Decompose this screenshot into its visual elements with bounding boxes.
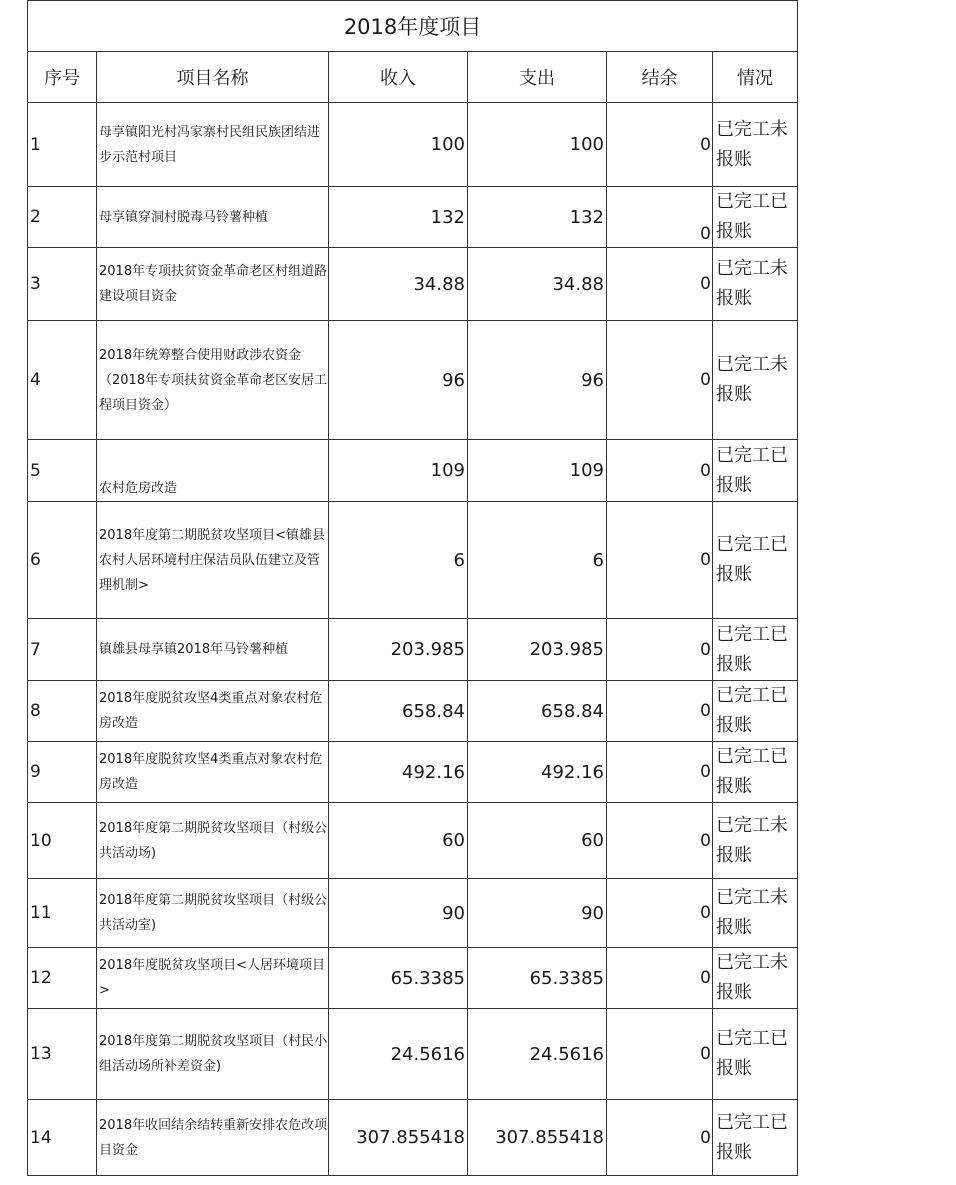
row-status: 已完工已报账 xyxy=(713,187,798,248)
table-row xyxy=(28,1009,798,1100)
row-expense: 658.84 xyxy=(468,681,607,742)
row-status: 已完工已报账 xyxy=(713,1009,798,1100)
row-status: 已完工未报账 xyxy=(713,803,798,879)
table-row xyxy=(28,502,798,619)
table-row xyxy=(28,248,798,321)
row-income: 109 xyxy=(329,440,468,502)
row-name: 2018年统筹整合使用财政涉农资金（2018年专项扶贫资金革命老区安居工程项目资金） xyxy=(97,321,329,440)
header-expense: 支出 xyxy=(468,52,607,103)
row-balance: 0 xyxy=(607,440,713,502)
row-expense: 96 xyxy=(468,321,607,440)
table-row xyxy=(28,803,798,879)
row-balance: 0 xyxy=(607,742,713,803)
row-income: 34.88 xyxy=(329,248,468,321)
row-balance: 0 xyxy=(607,803,713,879)
row-balance: 0 xyxy=(607,948,713,1009)
row-income: 90 xyxy=(329,879,468,948)
table-title: 2018年度项目 xyxy=(28,1,798,52)
table-row xyxy=(28,619,798,681)
row-balance: 0 xyxy=(607,248,713,321)
table-row xyxy=(28,948,798,1009)
row-name: 2018年度第二期脱贫攻坚项目（村级公共活动场) xyxy=(97,803,329,879)
row-income: 307.855418 xyxy=(329,1100,468,1176)
row-income: 24.5616 xyxy=(329,1009,468,1100)
row-expense: 6 xyxy=(468,502,607,619)
row-expense: 100 xyxy=(468,103,607,187)
row-status: 已完工未报账 xyxy=(713,879,798,948)
row-seq: 5 xyxy=(28,440,97,502)
row-name: 2018年专项扶贫资金革命老区村组道路建设项目资金 xyxy=(97,248,329,321)
header-seq: 序号 xyxy=(28,52,97,103)
row-seq: 10 xyxy=(28,803,97,879)
row-status: 已完工未报账 xyxy=(713,948,798,1009)
row-name: 2018年度第二期脱贫攻坚项目（村级公共活动室) xyxy=(97,879,329,948)
row-expense: 65.3385 xyxy=(468,948,607,1009)
row-income: 658.84 xyxy=(329,681,468,742)
row-name: 母享镇穿洞村脱毒马铃薯种植 xyxy=(97,187,329,248)
row-name: 2018年度脱贫攻坚4类重点对象农村危房改造 xyxy=(97,742,329,803)
row-status: 已完工未报账 xyxy=(713,321,798,440)
row-balance: 0 xyxy=(607,879,713,948)
row-name: 2018年度第二期脱贫攻坚项目（村民小组活动场所补差资金) xyxy=(97,1009,329,1100)
row-status: 已完工已报账 xyxy=(713,619,798,681)
table-row xyxy=(28,187,798,248)
row-balance: 0 xyxy=(607,619,713,681)
header-name: 项目名称 xyxy=(97,52,329,103)
row-seq: 8 xyxy=(28,681,97,742)
row-expense: 109 xyxy=(468,440,607,502)
row-name: 农村危房改造 xyxy=(97,440,329,502)
row-seq: 7 xyxy=(28,619,97,681)
row-expense: 90 xyxy=(468,879,607,948)
row-balance: 0 xyxy=(607,187,713,248)
row-status: 已完工未报账 xyxy=(713,103,798,187)
row-income: 100 xyxy=(329,103,468,187)
row-expense: 132 xyxy=(468,187,607,248)
row-name: 2018年度脱贫攻坚4类重点对象农村危房改造 xyxy=(97,681,329,742)
table-row xyxy=(28,103,798,187)
row-name: 2018年度脱贫攻坚项目<人居环境项目> xyxy=(97,948,329,1009)
row-status: 已完工已报账 xyxy=(713,502,798,619)
row-expense: 307.855418 xyxy=(468,1100,607,1176)
row-expense: 203.985 xyxy=(468,619,607,681)
row-status: 已完工已报账 xyxy=(713,1100,798,1176)
row-balance: 0 xyxy=(607,103,713,187)
row-income: 203.985 xyxy=(329,619,468,681)
row-seq: 3 xyxy=(28,248,97,321)
row-expense: 60 xyxy=(468,803,607,879)
row-seq: 9 xyxy=(28,742,97,803)
table-row xyxy=(28,681,798,742)
table-row xyxy=(28,440,798,502)
row-income: 132 xyxy=(329,187,468,248)
row-income: 6 xyxy=(329,502,468,619)
table-row xyxy=(28,321,798,440)
project-table-sheet xyxy=(27,0,797,1176)
table-row xyxy=(28,742,798,803)
row-status: 已完工已报账 xyxy=(713,440,798,502)
row-status: 已完工已报账 xyxy=(713,742,798,803)
row-name: 2018年度第二期脱贫攻坚项目<镇雄县农村人居环境村庄保洁员队伍建立及管理机制> xyxy=(97,502,329,619)
header-status: 情况 xyxy=(713,52,798,103)
row-name: 母享镇阳光村冯家寨村民组民族团结进步示范村项目 xyxy=(97,103,329,187)
row-income: 96 xyxy=(329,321,468,440)
row-income: 60 xyxy=(329,803,468,879)
row-seq: 2 xyxy=(28,187,97,248)
row-expense: 492.16 xyxy=(468,742,607,803)
row-expense: 24.5616 xyxy=(468,1009,607,1100)
row-seq: 11 xyxy=(28,879,97,948)
row-status: 已完工已报账 xyxy=(713,681,798,742)
row-name: 2018年收回结余结转重新安排农危改项目资金 xyxy=(97,1100,329,1176)
table-row xyxy=(28,879,798,948)
row-seq: 12 xyxy=(28,948,97,1009)
row-income: 492.16 xyxy=(329,742,468,803)
row-seq: 14 xyxy=(28,1100,97,1176)
row-name: 镇雄县母享镇2018年马铃薯种植 xyxy=(97,619,329,681)
row-seq: 4 xyxy=(28,321,97,440)
header-balance: 结余 xyxy=(607,52,713,103)
project-table xyxy=(27,0,798,1176)
table-body xyxy=(28,103,798,1176)
row-balance: 0 xyxy=(607,321,713,440)
row-status: 已完工未报账 xyxy=(713,248,798,321)
row-seq: 1 xyxy=(28,103,97,187)
row-expense: 34.88 xyxy=(468,248,607,321)
header-income: 收入 xyxy=(329,52,468,103)
row-seq: 6 xyxy=(28,502,97,619)
row-balance: 0 xyxy=(607,502,713,619)
row-seq: 13 xyxy=(28,1009,97,1100)
row-balance: 0 xyxy=(607,1100,713,1176)
row-balance: 0 xyxy=(607,1009,713,1100)
table-row xyxy=(28,1100,798,1176)
row-income: 65.3385 xyxy=(329,948,468,1009)
header-row xyxy=(28,52,798,103)
row-balance: 0 xyxy=(607,681,713,742)
